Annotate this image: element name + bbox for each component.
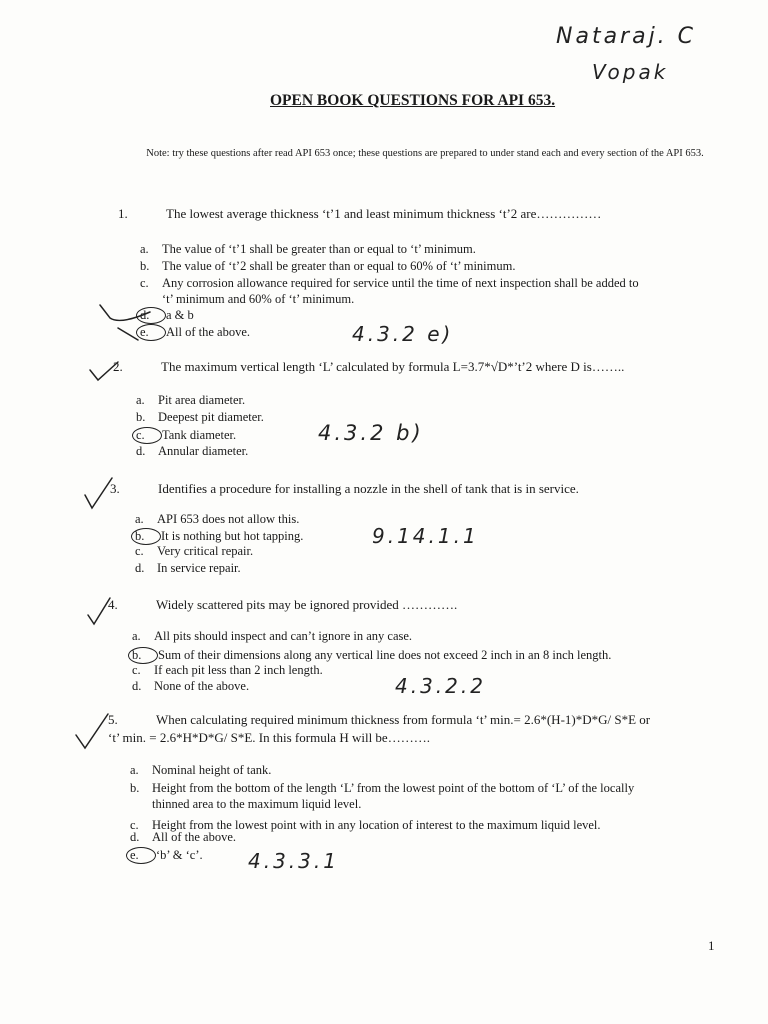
option-3a: a. API 653 does not allow this.	[135, 512, 300, 526]
handwritten-ref-2: 4.3.2 b)	[318, 421, 424, 445]
option-2d: d. Annular diameter.	[136, 444, 249, 458]
question-number: 3.	[110, 481, 120, 496]
option-2c: c. Tank diameter.	[136, 427, 236, 444]
handwritten-ref-4: 4.3.2.2	[395, 674, 486, 698]
option-1d: d. a & b	[140, 307, 194, 324]
option-3d: d. In service repair.	[135, 561, 241, 575]
question-4	[108, 597, 457, 613]
option-4c: c. If each pit less than 2 inch length.	[132, 663, 323, 677]
option-3b: b. It is nothing but hot tapping.	[135, 528, 303, 545]
option-1b: b. The value of ‘t’2 shall be greater than or equal to 60% of ‘t’ minimum.	[140, 259, 516, 273]
option-5e: e. ‘b’ & ‘c’.	[130, 847, 203, 864]
note-text: Note: try these questions after read API 653 once; these questions are prepared to under stand each and every section of the API 653.	[146, 148, 704, 159]
checkmark-icon	[118, 328, 138, 340]
question-text: Identifies a procedure for installing a nozzle in the shell of tank that is in service.	[158, 481, 579, 496]
question-3	[110, 481, 579, 497]
question-text: The lowest average thickness ‘t’1 and least minimum thickness ‘t’2 are……………	[166, 206, 602, 221]
option-1e: e. All of the above.	[140, 324, 250, 341]
question-text: When calculating required minimum thickness from formula ‘t’ min.= 2.6*(H-1)*D*G/ S*E or	[156, 712, 651, 727]
checkmark-icon	[85, 478, 112, 508]
option-5b-cont: thinned area to the maximum liquid level.	[152, 797, 362, 811]
option-3c: c. Very critical repair.	[135, 544, 254, 558]
question-number: 2.	[113, 359, 123, 374]
option-2a: a. Pit area diameter.	[136, 393, 246, 407]
question-number: 1.	[118, 206, 128, 221]
question-5	[108, 712, 650, 728]
option-5a: a. Nominal height of tank.	[130, 763, 272, 777]
question-number: 5.	[108, 712, 118, 727]
option-5d: d. All of the above.	[130, 830, 237, 844]
question-5-cont: ‘t’ min. = 2.6*H*D*G/ S*E. In this formula H will be……….	[108, 730, 430, 745]
option-1c: c. Any corrosion allowance required for service until the time of next inspection shall be added to	[140, 276, 639, 290]
question-text: Widely scattered pits may be ignored provided ………….	[156, 597, 458, 612]
handwritten-ref-3: 9.14.1.1	[372, 524, 479, 548]
page-number: 1	[708, 938, 715, 953]
option-4d: d. None of the above.	[132, 679, 250, 693]
question-text: The maximum vertical length ‘L’ calculated by formula L=3.7*√D*’t’2 where D is……..	[161, 359, 625, 374]
option-4a: a. All pits should inspect and can’t ignore in any case.	[132, 629, 413, 643]
handwritten-company: Vopak	[592, 60, 669, 84]
option-4b: b. Sum of their dimensions along any vertical line does not exceed 2 inch in an 8 inch length.	[132, 647, 611, 664]
checkmark-icon	[88, 598, 110, 624]
handwritten-name: Nataraj. C	[556, 24, 697, 49]
question-1	[118, 206, 601, 222]
option-1a: a. The value of ‘t’1 shall be greater than or equal to ‘t’ minimum.	[140, 242, 476, 256]
option-5b: b. Height from the bottom of the length ‘L’ from the lowest point of the bottom of ‘L’ of the locally	[130, 781, 635, 795]
question-2	[113, 359, 624, 375]
question-number: 4.	[108, 597, 118, 612]
handwritten-ref-5: 4.3.3.1	[248, 849, 339, 873]
page-title: OPEN BOOK QUESTIONS FOR API 653.	[270, 92, 556, 109]
handwritten-ref-1: 4.3.2 e)	[352, 322, 454, 346]
option-5c: c. Height from the lowest point with in any location of interest to the maximum liquid level.	[130, 818, 601, 832]
checkmark-icon	[76, 714, 108, 748]
option-2b: b. Deepest pit diameter.	[136, 410, 264, 424]
option-1c-cont: ‘t’ minimum and 60% of ‘t’ minimum.	[162, 292, 355, 306]
